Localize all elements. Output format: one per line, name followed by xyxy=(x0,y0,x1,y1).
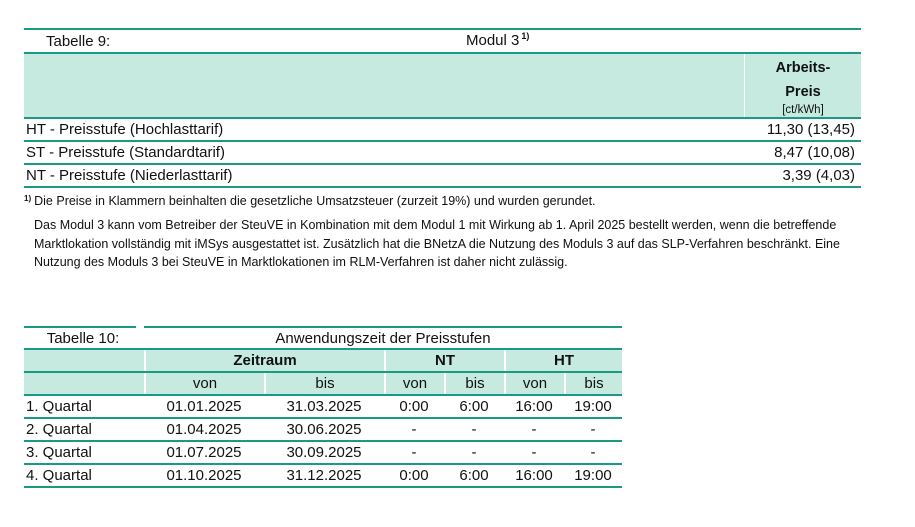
cell-nt-von: 0:00 xyxy=(399,398,429,415)
cell-von: 01.07.2025 xyxy=(166,444,242,461)
quarter-label: 1. Quartal xyxy=(26,398,92,415)
row-label: HT - Preisstufe (Hochlasttarif) xyxy=(26,121,224,138)
cell-ht-von: - xyxy=(531,444,537,461)
table10-group-header-row xyxy=(24,350,622,373)
schedule-table-10 xyxy=(24,328,622,488)
row-value: 8,47 (10,08) xyxy=(774,144,855,161)
cell-bis: 30.09.2025 xyxy=(286,444,362,461)
row-label: NT - Preisstufe (Niederlasttarif) xyxy=(26,167,233,184)
cell-von: 01.10.2025 xyxy=(166,467,242,484)
paragraph-line: Marktlokation vollständig mit iMSys ausgestattet ist. Zusätzlich hat die BNetzA die Nutzung des Moduls 3 auf das SLP-Verfahren beschränkt. Eine xyxy=(34,236,840,251)
price-table-9 xyxy=(24,28,861,188)
cell-nt-von: 0:00 xyxy=(399,467,429,484)
header-nt: NT xyxy=(384,350,504,371)
paragraph-line: Nutzung des Moduls 3 bei SteuVE in Marktlokationen im RLM-Verfahren ist daher nicht zulässig. xyxy=(34,255,568,269)
header-zeitraum: Zeitraum xyxy=(144,350,384,371)
table-row xyxy=(24,119,861,142)
quarter-label: 2. Quartal xyxy=(26,421,92,438)
table9-title xyxy=(466,32,529,49)
table9-column-header xyxy=(744,54,861,117)
cell-von: 01.04.2025 xyxy=(166,421,242,438)
column-header-arbeits: Arbeits- xyxy=(775,60,831,76)
table-row xyxy=(24,142,861,165)
paragraph-line: Das Modul 3 kann vom Betreiber der SteuVE in Kombination mit dem Modul 1 mit Wirkung ab 1. April 2025 bestellt werden, wenn die betreffende xyxy=(34,218,837,232)
column-unit: [ct/kWh] xyxy=(782,104,824,116)
table-row xyxy=(24,419,622,442)
table10-caption: Tabelle 10: xyxy=(46,330,120,347)
cell-nt-bis: - xyxy=(471,421,477,438)
table10-caption-row xyxy=(24,328,622,350)
header-bis: bis xyxy=(264,373,384,394)
cell-nt-bis: 6:00 xyxy=(459,398,489,415)
footnote-text: Die Preise in Klammern beinhalten die gesetzliche Umsatzsteuer (zurzeit 19%) und wurden gerundet. xyxy=(34,194,596,208)
table-row xyxy=(24,396,622,419)
header-ht-von: von xyxy=(504,373,564,394)
cell-bis: 31.03.2025 xyxy=(286,398,362,415)
header-blank xyxy=(24,373,144,394)
table10-title: Anwendungszeit der Preisstufen xyxy=(275,330,491,347)
cell-nt-von: - xyxy=(411,421,417,438)
quarter-label: 4. Quartal xyxy=(26,467,92,484)
table9-caption-row xyxy=(24,28,861,54)
table-row xyxy=(24,165,861,188)
header-nt-von: von xyxy=(384,373,444,394)
row-label: ST - Preisstufe (Standardtarif) xyxy=(26,144,225,161)
table-row xyxy=(24,442,622,465)
table10-sub-header-row xyxy=(24,373,622,396)
table9-caption: Tabelle 9: xyxy=(46,33,111,50)
cell-ht-bis: - xyxy=(590,444,596,461)
header-blank xyxy=(24,350,144,371)
cell-nt-bis: - xyxy=(471,444,477,461)
cell-ht-bis: 19:00 xyxy=(574,398,612,415)
cell-ht-bis: - xyxy=(590,421,596,438)
quarter-label: 3. Quartal xyxy=(26,444,92,461)
column-header-preis: Preis xyxy=(785,84,821,100)
table-row xyxy=(24,465,622,488)
cell-ht-von: 16:00 xyxy=(515,467,553,484)
cell-bis: 31.12.2025 xyxy=(286,467,362,484)
cell-von: 01.01.2025 xyxy=(166,398,242,415)
cell-bis: 30.06.2025 xyxy=(286,421,362,438)
table9-title-text: Modul 3 xyxy=(466,32,520,49)
row-value: 3,39 (4,03) xyxy=(782,167,855,184)
header-ht: HT xyxy=(504,350,622,371)
footnote xyxy=(24,194,596,208)
cell-nt-von: - xyxy=(411,444,417,461)
header-von: von xyxy=(144,373,264,394)
cell-nt-bis: 6:00 xyxy=(459,467,489,484)
table9-header-row xyxy=(24,54,861,119)
cell-ht-von: 16:00 xyxy=(515,398,553,415)
header-ht-bis: bis xyxy=(564,373,622,394)
table9-title-note: 1) xyxy=(521,31,530,41)
header-nt-bis: bis xyxy=(444,373,504,394)
cell-ht-von: - xyxy=(531,421,537,438)
info-paragraph xyxy=(34,216,904,272)
footnote-marker: 1) xyxy=(24,194,32,203)
row-value: 11,30 (13,45) xyxy=(766,121,855,138)
cell-ht-bis: 19:00 xyxy=(574,467,612,484)
